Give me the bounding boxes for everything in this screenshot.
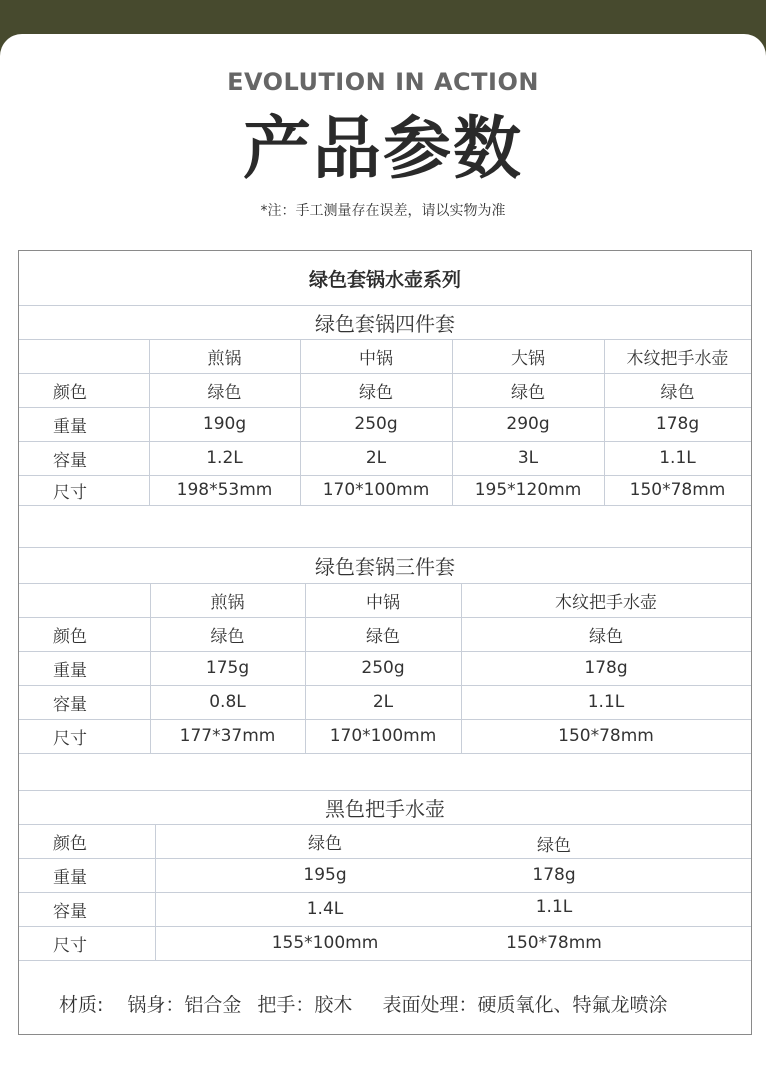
material-line xyxy=(19,983,751,1023)
spec-table xyxy=(18,250,752,1035)
table-cell: 1.1L xyxy=(659,448,696,468)
table-cell: 178g xyxy=(655,414,700,434)
row-label: 尺寸 xyxy=(53,728,87,749)
set4-col-header: 木纹把手水壶 xyxy=(626,348,729,369)
page-title: 产品参数 xyxy=(242,110,523,189)
table-cell: 绿色 xyxy=(359,382,393,403)
set4-col-header: 大锅 xyxy=(511,348,545,369)
table-cell: 2L xyxy=(372,692,394,712)
set4-col-header: 中锅 xyxy=(359,348,393,369)
table-cell: 190g xyxy=(202,414,247,434)
table-cell: 绿色 xyxy=(660,382,695,403)
table-cell: 178g xyxy=(532,865,576,885)
table-cell: 绿色 xyxy=(366,626,400,647)
table-cell: 绿色 xyxy=(308,833,342,854)
table-cell: 150*78mm xyxy=(629,480,726,500)
set3-col-header: 煎锅 xyxy=(210,592,245,613)
table-cell: 150*78mm xyxy=(558,726,654,746)
row-label: 重量 xyxy=(53,416,87,437)
set3-col-header: 木纹把手水壶 xyxy=(555,592,657,613)
table-cell: 195*120mm xyxy=(474,480,582,500)
row-label: 容量 xyxy=(53,901,87,922)
table-cell: 1.2L xyxy=(206,448,243,468)
table-cell: 250g xyxy=(361,658,405,678)
kettle-title: 黑色把手水壶 xyxy=(325,796,445,821)
table-cell: 绿色 xyxy=(207,382,242,403)
table-cell: 150*78mm xyxy=(506,933,602,953)
table-cell: 0.8L xyxy=(209,692,246,712)
table-cell: 290g xyxy=(506,414,550,434)
table-cell: 170*100mm xyxy=(322,480,430,500)
set3-col-header: 中锅 xyxy=(366,592,400,613)
series-title: 绿色套锅水壶系列 xyxy=(308,268,461,291)
table-cell: 170*100mm xyxy=(329,726,437,746)
table-cell: 绿色 xyxy=(511,382,545,403)
set4-col-header: 煎锅 xyxy=(207,348,242,369)
table-cell: 3L xyxy=(517,448,539,468)
material-surface: 表面处理：硬质氧化、特氟龙喷涂 xyxy=(382,993,668,1016)
row-label: 重量 xyxy=(53,660,87,681)
table-cell: 177*37mm xyxy=(179,726,276,746)
row-label: 重量 xyxy=(53,867,87,888)
row-label: 容量 xyxy=(53,450,87,471)
material-body: 锅身：铝合金 xyxy=(127,993,242,1016)
table-cell: 178g xyxy=(584,658,628,678)
table-cell: 绿色 xyxy=(537,835,571,856)
table-cell: 198*53mm xyxy=(176,480,273,500)
table-cell: 1.1L xyxy=(535,897,573,917)
row-label: 颜色 xyxy=(53,833,87,854)
table-cell: 绿色 xyxy=(210,626,245,647)
table-cell: 1.4L xyxy=(306,899,344,919)
set4-title: 绿色套锅四件套 xyxy=(315,311,455,336)
table-cell: 1.1L xyxy=(587,692,625,712)
table-cell: 175g xyxy=(205,658,250,678)
table-cell: 250g xyxy=(354,414,398,434)
table-cell: 155*100mm xyxy=(271,933,379,953)
row-label: 颜色 xyxy=(53,382,87,403)
table-cell: 绿色 xyxy=(589,626,623,647)
row-label: 颜色 xyxy=(53,626,87,647)
material-label: 材质: xyxy=(59,993,104,1016)
material-handle: 把手：胶木 xyxy=(257,993,353,1016)
eyebrow-text: EVOLUTION IN ACTION xyxy=(227,68,539,96)
table-cell: 2L xyxy=(365,448,387,468)
set3-title: 绿色套锅三件套 xyxy=(315,554,455,579)
table-cell: 195g xyxy=(303,865,347,885)
row-label: 尺寸 xyxy=(53,482,87,503)
row-label: 容量 xyxy=(53,694,87,715)
measurement-note: *注：手工测量存在误差，请以实物为准 xyxy=(260,203,506,219)
row-label: 尺寸 xyxy=(53,935,87,956)
